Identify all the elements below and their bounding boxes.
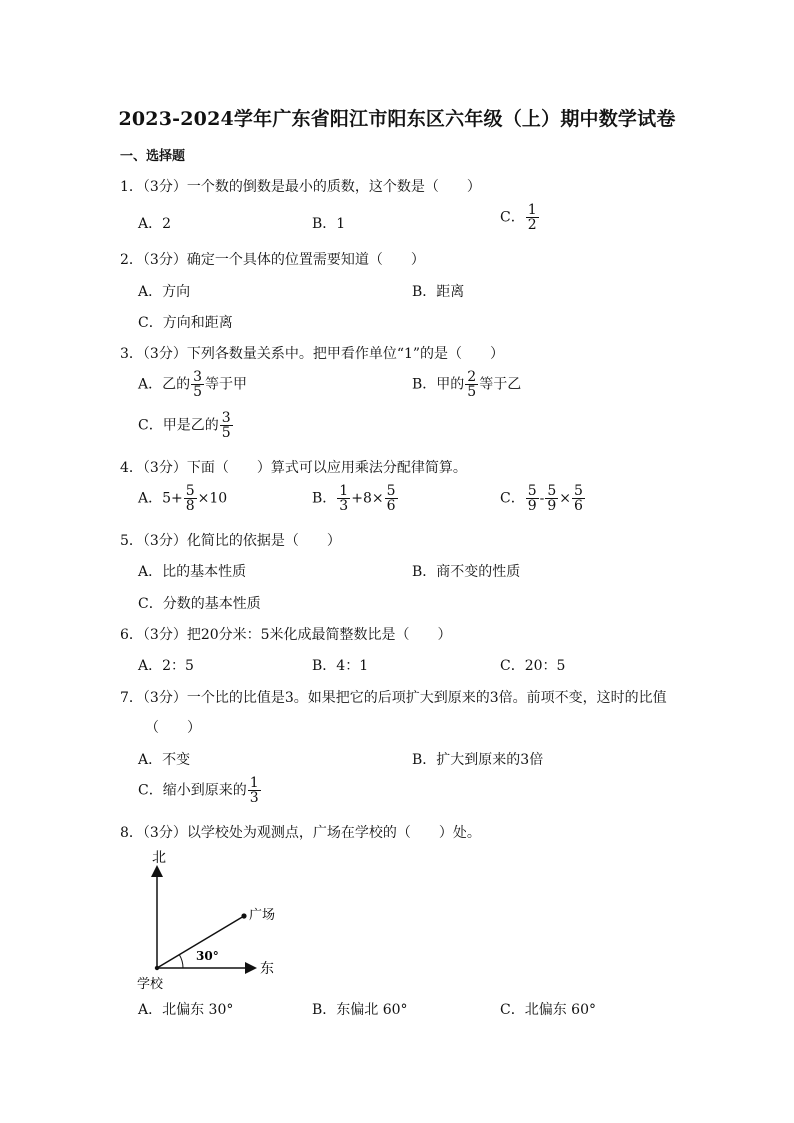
question-7-stem-cont: （ ） [145, 720, 201, 736]
question-4-stem: 4．（3分）下面（ ）算式可以应用乘法分配律简算。 [120, 460, 467, 476]
q5-option-a[interactable]: A．比的基本性质 [138, 564, 247, 580]
angle-label: 30° [196, 949, 219, 963]
q4-option-b[interactable]: B． $\frac{1}{3}$ +8× $\frac{5}{6}$ [312, 483, 396, 514]
q7-option-c[interactable]: C．缩小到原来的 $\frac{1}{3}$ [138, 775, 259, 806]
q6-option-a[interactable]: A．2：5 [138, 658, 194, 674]
q3-option-c[interactable]: C．甲是乙的 $\frac{3}{5}$ [138, 410, 231, 441]
q4-option-a[interactable]: A．5+ $\frac{5}{8}$ ×10 [138, 483, 228, 514]
question-6-stem: 6．（3分）把20分米：5米化成最简整数比是（ ） [120, 627, 452, 643]
q3-option-a[interactable]: A．乙的 $\frac{3}{5}$ 等于甲 [138, 369, 248, 400]
east-label: 东 [260, 961, 274, 977]
question-7-stem: 7．（3分）一个比的比值是3。如果把它的后项扩大到原来的3倍。前项不变，这时的比值 [120, 690, 667, 706]
plaza-point [241, 913, 246, 918]
q4-option-c[interactable]: C． $\frac{5}{9}$ - $\frac{5}{9}$ × $\frac{5}{6}$ [500, 483, 583, 514]
q5-option-b[interactable]: B．商不变的性质 [412, 564, 521, 580]
q4-b-fraction-2: $\frac{5}{6}$ [386, 483, 396, 514]
q7-option-b[interactable]: B．扩大到原来的3倍 [412, 752, 544, 768]
q2-option-b[interactable]: B．距离 [412, 284, 465, 300]
q6-option-b[interactable]: B．4：1 [312, 658, 369, 674]
q5-option-c[interactable]: C．分数的基本性质 [138, 596, 261, 612]
angle-arc [179, 955, 183, 968]
question-2-stem: 2．（3分）确定一个具体的位置需要知道（ ） [120, 252, 425, 268]
q1-c-prefix: C． [500, 209, 525, 226]
question-8-stem: 8．（3分）以学校处为观测点，广场在学校的（ ）处。 [120, 825, 481, 841]
school-point [155, 966, 159, 970]
plaza-label: 广场 [249, 908, 276, 923]
q4-b-fraction-1: $\frac{1}{3}$ [339, 483, 349, 514]
q8-option-a[interactable]: A．北偏东 30° [138, 1002, 234, 1018]
page-title: 2023-2024学年广东省阳江市阳东区六年级（上）期中数学试卷 [118, 108, 676, 130]
q3-option-b[interactable]: B．甲的 $\frac{2}{5}$ 等于乙 [412, 369, 522, 400]
school-label: 学校 [137, 977, 164, 992]
q7-option-a[interactable]: A．不变 [138, 752, 191, 768]
q4-c-fraction-3: $\frac{5}{6}$ [574, 483, 583, 514]
q1-option-a[interactable]: A．2 [138, 216, 172, 232]
q1-c-fraction: $\frac{1}{2}$ [527, 202, 537, 233]
section-heading: 一、选择题 [120, 149, 186, 164]
q2-option-c[interactable]: C．方向和距离 [138, 315, 233, 331]
question-3-stem: 3．（3分）下列各数量关系中。把甲看作单位“1”的是（ ） [120, 346, 505, 362]
q3-c-fraction: $\frac{3}{5}$ [221, 410, 231, 441]
q4-c-fraction-2: $\frac{5}{9}$ [547, 483, 557, 514]
q4-a-fraction: $\frac{5}{8}$ [185, 483, 195, 514]
q8-option-b[interactable]: B．东偏北 60° [312, 1002, 408, 1018]
q1-option-c[interactable] [500, 203, 540, 232]
question-5-stem: 5．（3分）化简比的依据是（ ） [120, 533, 341, 549]
q4-c-fraction-1: $\frac{5}{9}$ [527, 483, 537, 514]
direction-figure [132, 848, 292, 993]
q7-c-fraction: $\frac{1}{3}$ [249, 775, 259, 806]
north-label: 北 [152, 850, 166, 866]
q8-option-c[interactable]: C．北偏东 60° [500, 1002, 596, 1018]
q1-option-b[interactable]: B．1 [312, 216, 346, 232]
q6-option-c[interactable]: C．20：5 [500, 658, 566, 674]
q2-option-a[interactable]: A．方向 [138, 284, 191, 300]
q3-b-fraction: $\frac{2}{5}$ [467, 369, 477, 400]
question-1-stem: 1．（3分）一个数的倒数是最小的质数，这个数是（ ） [120, 179, 481, 195]
q3-a-fraction: $\frac{3}{5}$ [193, 369, 203, 400]
